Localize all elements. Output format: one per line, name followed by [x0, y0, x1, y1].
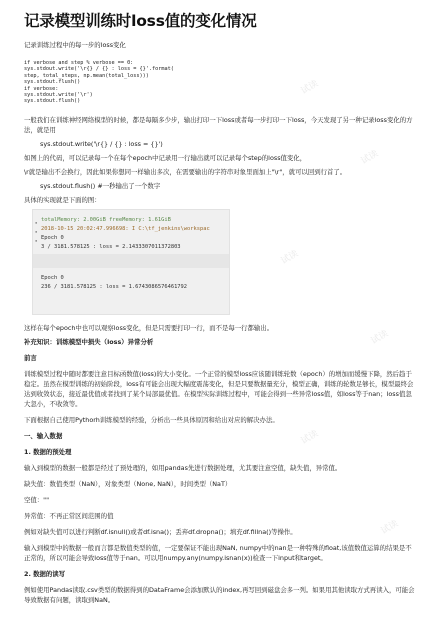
console-line: 2018-10-15 20:02:47.996698: I C:\tf_jenkins\workspac — [41, 225, 210, 232]
console-screenshot — [32, 209, 230, 315]
watermark-text: 试读 — [279, 248, 301, 267]
paragraph: 如图上的代码，可以记录每一个在每个epoch中记录用一行输出就可以记录每个step的loss值变化， — [24, 153, 307, 162]
paragraph: 输入到模型的数据一般都是经过了预处理的，如用pandas先进行数据处理，尤其要注意空值，缺失值，异常值。 — [24, 463, 342, 472]
code-line: sys.stdout.write('\r') — [24, 92, 93, 99]
console-line: 236 / 3181.578125 : loss = 1.6743086576461792 — [41, 283, 188, 290]
paragraph: 这样在每个epoch中也可以观察loss变化，但是只需要打印一行，而不是每一行都输出。 — [24, 323, 274, 332]
code-line: sys.stdout.flush() — [24, 98, 81, 105]
watermark-text: 试读 — [299, 428, 321, 447]
code-line: sys.stdout.flush() — [24, 79, 81, 86]
inline-code: sys.stdout.flush() #一秒输出了一个数字 — [40, 181, 161, 190]
paragraph: 输入到模型中的数据一般而言都是数值类型的值，一定要保证不能出现NaN, numpy中的nan是一种特殊的float,该值数值运算的结果是不正常的，所以可能会导致loss值等于nan。可以用numpy.any(numpy.isnan(x))检查一下input和target。 — [24, 543, 412, 562]
subsection-heading: 1. 数据的预处理 — [24, 447, 72, 456]
gutter-marker-icon: ▪ — [35, 219, 38, 225]
console-line: Epoch 0 — [41, 234, 64, 241]
code-line: step, total_steps, np.mean(total_loss))) — [24, 72, 149, 79]
paragraph: 一般我们在训练神经网络模型的时候，都是每隔多少步，输出打印一下loss或者每一步打印一下loss，今天发现了另一种记录loss变化的方法，就是用 — [24, 115, 413, 134]
code-line: if verbose: — [24, 85, 59, 92]
inline-code: sys.stdout.write('\r{} / {} : loss = {}') — [40, 139, 163, 148]
code-line: sys.stdout.write('\r{} / {} : loss = {}'.format( — [24, 66, 174, 73]
subsection-heading: 2. 数据的读写 — [24, 569, 66, 578]
watermark-text: 试读 — [299, 78, 321, 97]
console-line: Epoch 0 — [41, 274, 64, 281]
paragraph: 缺失值：数值类型（NaN），对象类型（None, NaN），时间类型（NaT） — [24, 479, 232, 488]
code-block — [24, 60, 418, 105]
watermark-text: 试读 — [369, 328, 391, 347]
document-subtitle: 记录训练过程中的每一步的loss变化 — [24, 41, 126, 49]
gutter-marker-icon: ▪ — [35, 228, 38, 234]
document-title: 记录模型训练时loss值的变化情况 — [24, 12, 257, 30]
paragraph: 下面根据自己使用Pythorh训练模型的经验，分析出一些具体原因和给出对应的解决办法。 — [24, 415, 279, 424]
paragraph: 例如使用Pandas读取.csv类型的数据得到的DataFrame会添加默认的index,再写回到磁盘会多一列。如果用其他读取方式再读入，可能会导致数据有问题，读取到NaN。 — [24, 585, 415, 604]
document-page — [24, 10, 418, 605]
console-divider — [33, 254, 229, 268]
paragraph: \r就是输出不会换行，因此如果你想同一样输出多次，在需要输出的字符串对象里面加上"\r"，就可以回到行首了。 — [24, 167, 347, 176]
console-line: totalMemory: 2.00GiB freeMemory: 1.61GiB — [41, 216, 171, 223]
paragraph: 具体的实现就是下面的图： — [24, 195, 101, 204]
section-heading: 一、输入数据 — [24, 431, 63, 440]
paragraph: 异常值：不再正常区间范围的值 — [24, 511, 114, 520]
watermark-text: 试读 — [379, 518, 401, 537]
paragraph: 空值："" — [24, 495, 50, 504]
section-heading: 补充知识：训练模型中损失（loss）异常分析 — [24, 337, 154, 346]
code-line: if verbose and step % verbose == 0: — [24, 60, 134, 66]
console-line: 3 / 3181.578125 : loss = 2.1433307011372803 — [41, 243, 181, 250]
paragraph: 例如对缺失值可以进行判断df.isnull()或者df.isna()；丢弃df.dropna()；填充df.fillna()等操作。 — [24, 527, 297, 536]
watermark-text: 试读 — [359, 148, 381, 167]
section-heading: 前言 — [24, 353, 37, 362]
gutter-marker-icon: ▪ — [35, 237, 38, 243]
paragraph: 训练模型过程中随时都要注意目标函数值(loss)的大小变化。一个正常的模型loss应该随训练轮数（epoch）的增加而缓慢下降，然后趋于稳定。虽然在模型训练的初始阶段，loss有可能会出现大幅度震荡变化，但是只要数据量充分，模型正确，训练的轮数足够长，模型最终会达到收敛状态，接近最优值或者找到了某个局部最优值。在模型实际训练过程中，可能会得到一些异常loss值，如loss等于nan；loss值忽大忽小，不收敛等。 — [24, 369, 414, 408]
